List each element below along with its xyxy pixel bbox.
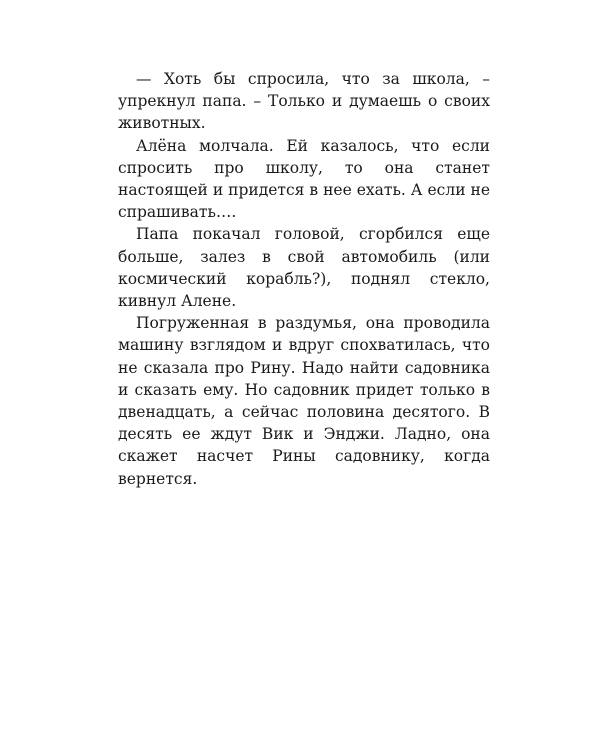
- paragraph: Алёна молчала. Ей казалось, что если спросить про школу, то она станет настоящей и придется в нее ехать. А если не спрашивать….: [118, 136, 490, 222]
- paragraph: Папа покачал головой, сгорбился еще больше, залез в свой автомобиль (или космический корабль?), поднял стекло, кивнул Алене.: [118, 225, 490, 311]
- paragraph: — Хоть бы спросила, что за школа, – упрекнул папа. – Только и думаешь о своих животных.: [118, 70, 490, 133]
- body-text: [118, 68, 490, 490]
- paragraph: Погруженная в раздумья, она проводила машину взглядом и вдруг спохватилась, что не сказала про Рину. Надо найти садовника и сказать ему. Но садовник придет только в двенадцать, а сейчас половина десятого. В десять ее ждут Вик и Энджи. Ладно, она скажет насчет Рины садовнику, когда вернется.: [118, 314, 490, 488]
